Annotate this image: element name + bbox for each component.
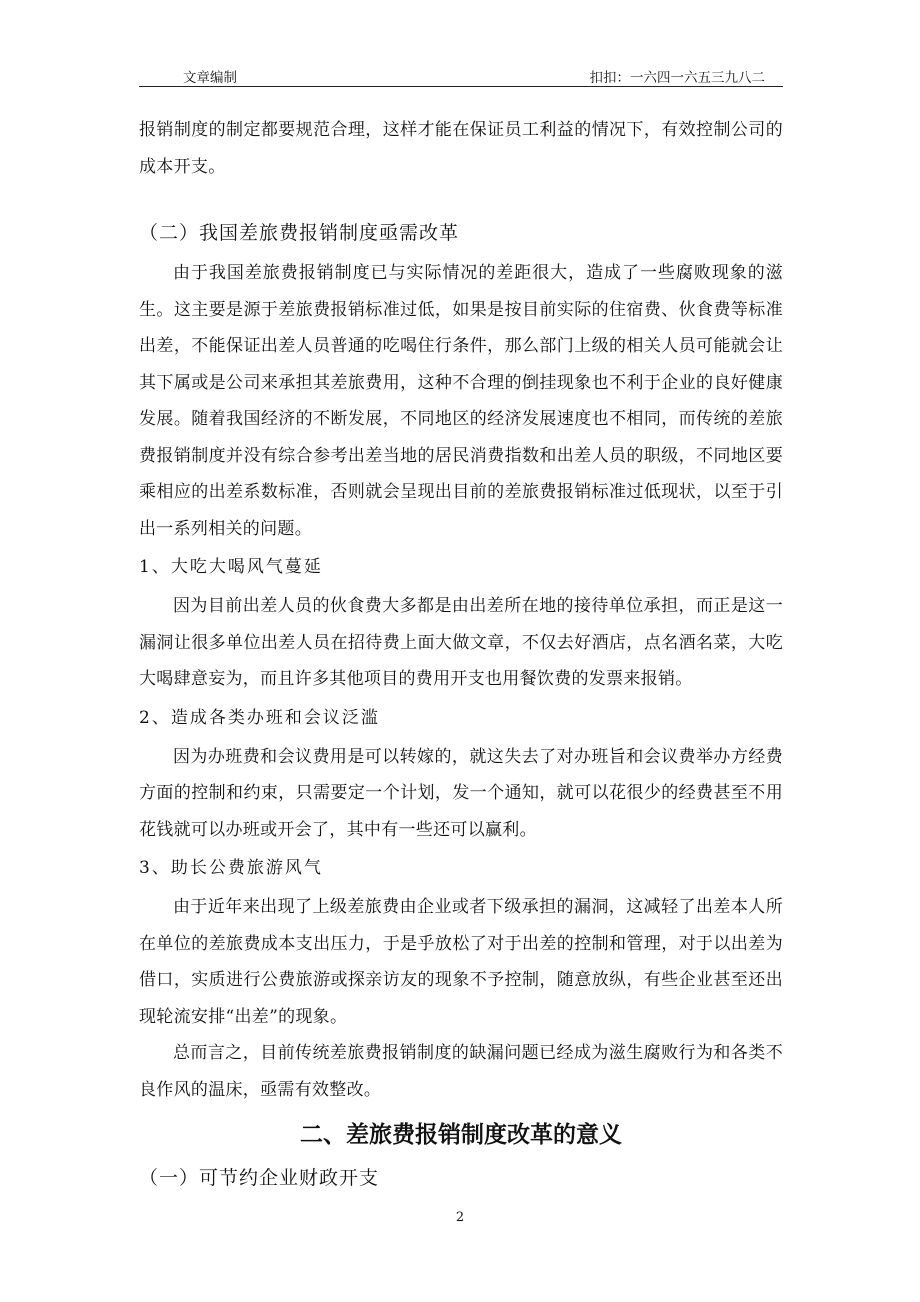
- item-1-heading: 1、大吃大喝风气蔓延: [139, 557, 323, 577]
- page-number: 2: [455, 1210, 465, 1225]
- item-1-paragraph: 因为目前出差人员的伙食费大多都是由出差所在地的接待单位承担，而正是这一漏洞让很多单位出差人员在招待费上面大做文章，不仅去好酒店，点名酒名菜，大吃大喝肆意妄为，而且许多其他项目的费用开支也用餐饮费的发票来报销。: [139, 596, 783, 689]
- major-section-heading: 二、差旅费报销制度改革的意义: [300, 1122, 622, 1148]
- subsection-1-heading: （一）可节约企业财政开支: [139, 1167, 380, 1189]
- header-right-text: 扣扣：一六四一六五三九八二: [589, 70, 765, 86]
- item-2-heading: 2、造成各类办班和会议泛滥: [139, 707, 380, 728]
- header-left-text: 文章编制: [183, 70, 237, 86]
- section-2-heading: （二）我国差旅费报销制度亟需改革: [139, 222, 460, 244]
- summary-paragraph: 总而言之，目前传统差旅费报销制度的缺漏问题已经成为滋生腐败行为和各类不良作风的温床，亟需有效整改。: [139, 1043, 783, 1100]
- page-header: [139, 62, 783, 87]
- section-2-paragraph: 由于我国差旅费报销制度已与实际情况的差距很大，造成了一些腐败现象的滋生。这主要是源于差旅费报销标准过低，如果是按目前实际的住宿费、伙食费等标准出差，不能保证出差人员普通的吃喝住行条件，那么部门上级的相关人员可能就会让其下属或是公司来承担其差旅费用，这种不合理的倒挂现象也不利于企业的良好健康发展。随着我国经济的不断发展，不同地区的经济发展速度也不相同，而传统的差旅费报销制度并没有综合参考出差当地的居民消费指数和出差人员的职级，不同地区要乘相应的出差系数标准，否则就会呈现出目前的差旅费报销标准过低现状，以至于引出一系列相关的问题。: [139, 263, 783, 539]
- item-2-paragraph: 因为办班费和会议费用是可以转嫁的，就这失去了对办班旨和会议费举办方经费方面的控制和约束，只需要定一个计划，发一个通知，就可以花很少的经费甚至不用花钱就可以办班或开会了，其中有一些还可以赢利。: [139, 746, 783, 840]
- document-body: [139, 112, 783, 1196]
- item-3-heading: 3、助长公费旅游风气: [139, 858, 323, 878]
- intro-paragraph: 报销制度的制定都要规范合理，这样才能在保证员工利益的情况下，有效控制公司的成本开支。: [139, 120, 783, 177]
- item-3-paragraph: 由于近年来出现了上级差旅费由企业或者下级承担的漏洞，这减轻了出差本人所在单位的差旅费成本支出压力，于是乎放松了对于出差的控制和管理，对于以出差为借口，实质进行公费旅游或探亲访友的现象不予控制，随意放纵，有些企业甚至还出现轮流安排“出差”的现象。: [139, 897, 783, 1027]
